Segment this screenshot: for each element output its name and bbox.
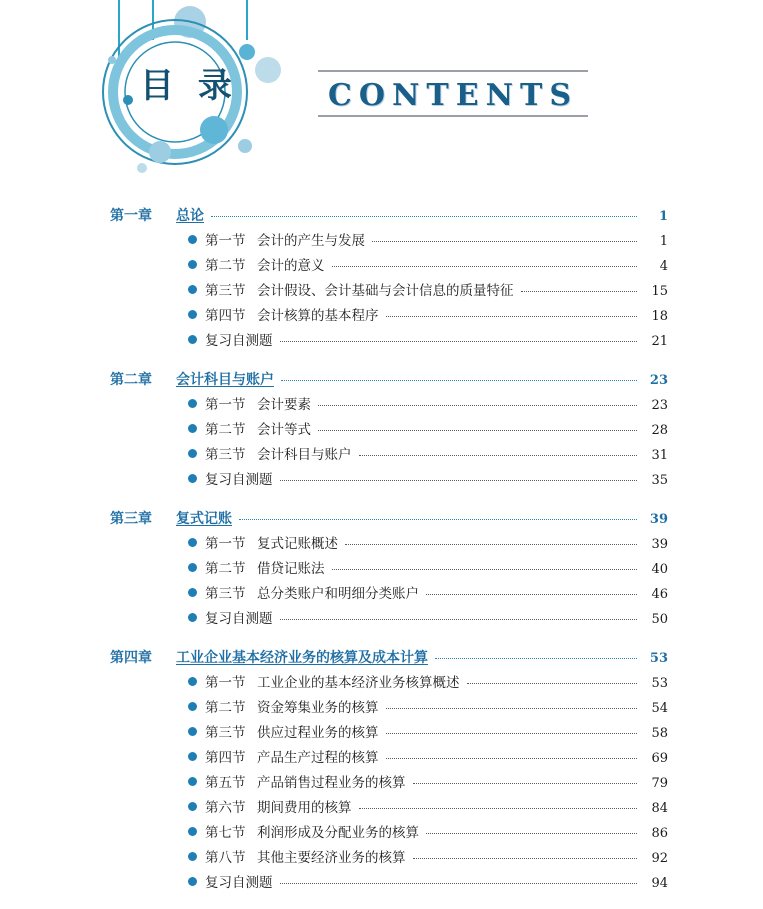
dot-leader bbox=[280, 619, 638, 620]
section-title: 复式记账概述 bbox=[257, 536, 338, 552]
section-page-number: 35 bbox=[651, 473, 668, 488]
dot-leader bbox=[386, 708, 638, 709]
dot-leader bbox=[426, 833, 637, 834]
section-page-number: 46 bbox=[651, 587, 668, 602]
section-title: 会计的产生与发展 bbox=[257, 233, 365, 249]
bullet-icon bbox=[188, 877, 197, 886]
chapter-number: 第三章 bbox=[110, 511, 152, 527]
section-page-number: 92 bbox=[651, 851, 668, 866]
section-page-number: 53 bbox=[651, 676, 668, 691]
section-page-number: 40 bbox=[651, 562, 668, 577]
section-title: 复习自测题 bbox=[205, 472, 273, 488]
section-number: 第三节 bbox=[205, 725, 246, 741]
section-title: 借贷记账法 bbox=[257, 561, 325, 577]
dot-leader bbox=[318, 430, 637, 431]
section-page-number: 23 bbox=[651, 398, 668, 413]
section-title: 产品销售过程业务的核算 bbox=[257, 775, 406, 791]
bullet-icon bbox=[188, 613, 197, 622]
chapter-page-number: 39 bbox=[649, 512, 668, 527]
dot-leader bbox=[467, 683, 638, 684]
section-number: 第三节 bbox=[205, 283, 246, 299]
dot-leader bbox=[359, 455, 638, 456]
section-title: 会计科目与账户 bbox=[257, 447, 352, 463]
dot-leader bbox=[332, 569, 638, 570]
bullet-icon bbox=[188, 235, 197, 244]
section-title: 会计要素 bbox=[257, 397, 311, 413]
section-page-number: 84 bbox=[651, 801, 668, 816]
section-page-number: 94 bbox=[651, 876, 668, 891]
chapter-page-number: 1 bbox=[658, 209, 668, 224]
toc-chapter-row[interactable] bbox=[110, 646, 668, 671]
contents-rule-top bbox=[318, 70, 588, 72]
toc-section-row[interactable] bbox=[110, 279, 668, 304]
toc-section-row[interactable] bbox=[110, 607, 668, 632]
bullet-icon bbox=[188, 752, 197, 761]
dot-leader bbox=[211, 216, 637, 217]
bullet-icon bbox=[188, 285, 197, 294]
toc-chapter-row[interactable] bbox=[110, 368, 668, 393]
contents-heading-text: CONTENTS bbox=[327, 78, 579, 113]
section-page-number: 4 bbox=[659, 259, 668, 274]
section-number: 第三节 bbox=[205, 447, 246, 463]
section-title: 利润形成及分配业务的核算 bbox=[257, 825, 419, 841]
bullet-icon bbox=[188, 852, 197, 861]
dot-leader bbox=[413, 783, 638, 784]
dot-leader bbox=[386, 733, 638, 734]
bullet-icon bbox=[188, 310, 197, 319]
toc-section-row[interactable] bbox=[110, 329, 668, 354]
toc-chapter-row[interactable] bbox=[110, 507, 668, 532]
section-page-number: 54 bbox=[651, 701, 668, 716]
toc-section-row[interactable] bbox=[110, 846, 668, 871]
toc-section-row[interactable] bbox=[110, 557, 668, 582]
chapter-page-number: 23 bbox=[649, 373, 668, 388]
bullet-icon bbox=[188, 802, 197, 811]
bullet-icon bbox=[188, 777, 197, 786]
section-number: 第三节 bbox=[205, 586, 246, 602]
bullet-icon bbox=[188, 677, 197, 686]
chapter-title: 工业企业基本经济业务的核算及成本计算 bbox=[176, 650, 428, 666]
section-title: 期间费用的核算 bbox=[257, 800, 352, 816]
dot-leader bbox=[280, 341, 638, 342]
chapter-block bbox=[110, 507, 668, 632]
chapter-page-number: 53 bbox=[649, 651, 668, 666]
bullet-icon bbox=[188, 563, 197, 572]
section-number: 第二节 bbox=[205, 258, 246, 274]
section-title: 复习自测题 bbox=[205, 875, 273, 891]
toc-section-row[interactable] bbox=[110, 393, 668, 418]
section-page-number: 1 bbox=[659, 234, 668, 249]
page-header bbox=[0, 0, 763, 190]
dot-leader bbox=[426, 594, 637, 595]
bullet-icon bbox=[188, 474, 197, 483]
dot-leader bbox=[372, 241, 637, 242]
chapter-number: 第一章 bbox=[110, 208, 152, 224]
toc-section-row[interactable] bbox=[110, 582, 668, 607]
section-number: 第二节 bbox=[205, 561, 246, 577]
chapter-block bbox=[110, 204, 668, 354]
section-number: 第一节 bbox=[205, 675, 246, 691]
dot-leader bbox=[386, 758, 638, 759]
contents-heading bbox=[318, 70, 588, 117]
section-number: 第二节 bbox=[205, 700, 246, 716]
toc-section-row[interactable] bbox=[110, 443, 668, 468]
section-page-number: 86 bbox=[651, 826, 668, 841]
dot-leader bbox=[435, 658, 637, 659]
section-title: 会计的意义 bbox=[257, 258, 325, 274]
chapter-block bbox=[110, 646, 668, 896]
section-title: 其他主要经济业务的核算 bbox=[257, 850, 406, 866]
dot-leader bbox=[386, 316, 638, 317]
bullet-icon bbox=[188, 335, 197, 344]
chapter-title: 会计科目与账户 bbox=[176, 372, 274, 388]
section-page-number: 21 bbox=[651, 334, 668, 349]
section-page-number: 39 bbox=[651, 537, 668, 552]
bullet-icon bbox=[188, 702, 197, 711]
section-title: 复习自测题 bbox=[205, 611, 273, 627]
toc-section-row[interactable] bbox=[110, 721, 668, 746]
table-of-contents bbox=[0, 204, 763, 896]
bullet-icon bbox=[188, 727, 197, 736]
section-number: 第七节 bbox=[205, 825, 246, 841]
section-number: 第二节 bbox=[205, 422, 246, 438]
section-page-number: 50 bbox=[651, 612, 668, 627]
section-page-number: 15 bbox=[651, 284, 668, 299]
dot-leader bbox=[318, 405, 637, 406]
section-title: 工业企业的基本经济业务核算概述 bbox=[257, 675, 460, 691]
section-title: 会计核算的基本程序 bbox=[257, 308, 379, 324]
toc-badge-label: 目 录 bbox=[140, 66, 238, 106]
toc-section-row[interactable] bbox=[110, 796, 668, 821]
chapter-title: 总论 bbox=[176, 208, 204, 224]
toc-section-row[interactable] bbox=[110, 468, 668, 493]
bullet-icon bbox=[188, 827, 197, 836]
section-number: 第六节 bbox=[205, 800, 246, 816]
section-title: 产品生产过程的核算 bbox=[257, 750, 379, 766]
section-title: 复习自测题 bbox=[205, 333, 273, 349]
contents-rule-bottom bbox=[318, 115, 588, 117]
chapter-number: 第四章 bbox=[110, 650, 152, 666]
chapter-title: 复式记账 bbox=[176, 511, 232, 527]
section-page-number: 69 bbox=[651, 751, 668, 766]
dot-leader bbox=[332, 266, 638, 267]
toc-section-row[interactable] bbox=[110, 696, 668, 721]
section-page-number: 31 bbox=[651, 448, 668, 463]
section-title: 会计等式 bbox=[257, 422, 311, 438]
toc-section-row[interactable] bbox=[110, 871, 668, 896]
section-number: 第五节 bbox=[205, 775, 246, 791]
section-number: 第一节 bbox=[205, 536, 246, 552]
section-number: 第四节 bbox=[205, 308, 246, 324]
section-page-number: 58 bbox=[651, 726, 668, 741]
toc-section-row[interactable] bbox=[110, 254, 668, 279]
section-number: 第一节 bbox=[205, 397, 246, 413]
bullet-icon bbox=[188, 399, 197, 408]
chapter-number: 第二章 bbox=[110, 372, 152, 388]
toc-section-row[interactable] bbox=[110, 532, 668, 557]
section-number: 第四节 bbox=[205, 750, 246, 766]
dot-leader bbox=[239, 519, 637, 520]
dot-leader bbox=[280, 480, 638, 481]
section-title: 供应过程业务的核算 bbox=[257, 725, 379, 741]
dot-leader bbox=[281, 380, 637, 381]
dot-leader bbox=[345, 544, 637, 545]
toc-section-row[interactable] bbox=[110, 418, 668, 443]
toc-section-row[interactable] bbox=[110, 304, 668, 329]
section-number: 第八节 bbox=[205, 850, 246, 866]
toc-section-row[interactable] bbox=[110, 821, 668, 846]
section-number: 第一节 bbox=[205, 233, 246, 249]
bullet-icon bbox=[188, 260, 197, 269]
dot-leader bbox=[280, 883, 638, 884]
bullet-icon bbox=[188, 449, 197, 458]
toc-section-row[interactable] bbox=[110, 746, 668, 771]
chapter-block bbox=[110, 368, 668, 493]
section-title: 会计假设、会计基础与会计信息的质量特征 bbox=[257, 283, 514, 299]
bullet-icon bbox=[188, 424, 197, 433]
section-title: 资金筹集业务的核算 bbox=[257, 700, 379, 716]
toc-chapter-row[interactable] bbox=[110, 204, 668, 229]
dot-leader bbox=[413, 858, 638, 859]
toc-section-row[interactable] bbox=[110, 671, 668, 696]
dot-leader bbox=[521, 291, 638, 292]
section-page-number: 28 bbox=[651, 423, 668, 438]
section-page-number: 79 bbox=[651, 776, 668, 791]
section-title: 总分类账户和明细分类账户 bbox=[257, 586, 419, 602]
bullet-icon bbox=[188, 588, 197, 597]
bullet-icon bbox=[188, 538, 197, 547]
section-page-number: 18 bbox=[651, 309, 668, 324]
toc-section-row[interactable] bbox=[110, 229, 668, 254]
dot-leader bbox=[359, 808, 638, 809]
toc-section-row[interactable] bbox=[110, 771, 668, 796]
